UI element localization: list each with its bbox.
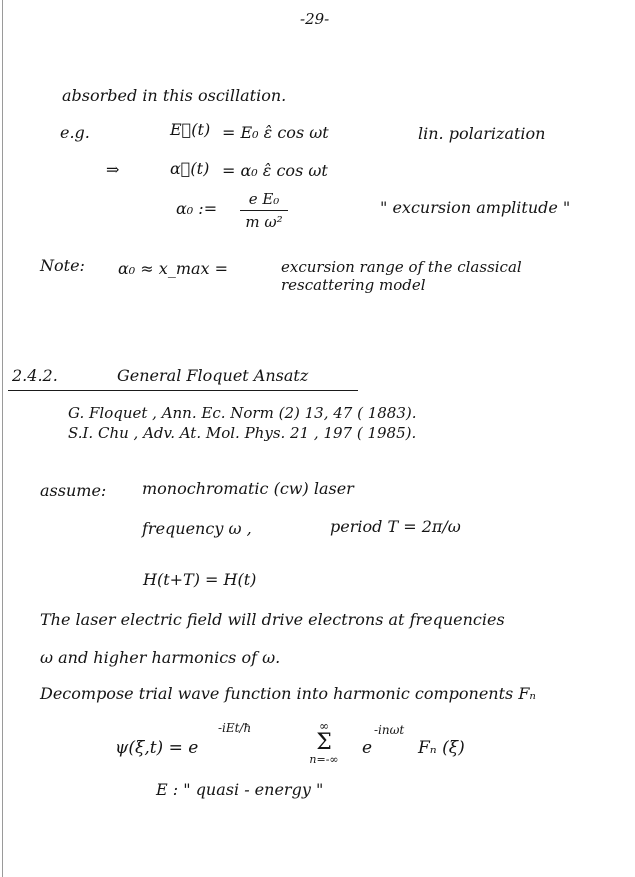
note-line-2: rescattering model xyxy=(281,276,426,294)
implies-arrow: ⇒ xyxy=(106,160,120,179)
reference-1: G. Floquet , Ann. Ec. Norm (2) 13, 47 ( 1883). xyxy=(68,404,417,422)
note-label: Note: xyxy=(40,256,85,275)
intro-line: absorbed in this oscillation. xyxy=(62,86,287,105)
frequency-text: frequency ω , xyxy=(142,519,252,538)
sum-lower-limit: n=-∞ xyxy=(309,753,339,766)
page-number: -29- xyxy=(300,10,330,28)
formula-exponent-1: -iEt/ħ xyxy=(218,721,252,735)
alpha0-denominator: m ω² xyxy=(245,213,283,231)
section-underline xyxy=(8,390,358,391)
note-line-1: excursion range of the classical xyxy=(281,258,522,276)
fraction-bar xyxy=(240,210,288,211)
eg-label: e.g. xyxy=(60,123,90,142)
formula-lhs: ψ(ξ,t) = e xyxy=(115,738,199,758)
assume-line-1: monochromatic (cw) laser xyxy=(142,479,354,498)
formula-rhs: Fₙ (ξ) xyxy=(418,738,465,758)
section-number: 2.4.2. xyxy=(12,366,58,385)
body-line-2: ω and higher harmonics of ω. xyxy=(40,648,281,667)
periodic-hamiltonian: H(t+T) = H(t) xyxy=(143,570,257,589)
field-rhs: = E₀ ε̂ cos ωt xyxy=(222,123,329,142)
section-title: General Floquet Ansatz xyxy=(117,366,309,385)
field-polarization-note: lin. polarization xyxy=(418,124,546,143)
alpha-lhs: α⃗(t) xyxy=(170,159,210,178)
summation xyxy=(304,720,344,765)
alpha0-numerator: e E₀ xyxy=(248,190,280,208)
reference-2: S.I. Chu , Adv. At. Mol. Phys. 21 , 197 ( 1985). xyxy=(68,424,417,442)
note-relation: α₀ ≈ x_max = xyxy=(118,259,229,278)
formula-e: e xyxy=(362,738,373,758)
formula-exponent-2: -inωt xyxy=(374,723,405,737)
quasi-energy-definition: E : " quasi - energy " xyxy=(156,780,324,799)
alpha0-lhs: α₀ := xyxy=(176,199,218,218)
assume-label: assume: xyxy=(40,481,107,500)
alpha0-fraction xyxy=(240,190,288,231)
excursion-amplitude-note: " excursion amplitude " xyxy=(380,198,571,217)
sum-sign: Σ xyxy=(316,730,332,755)
alpha-rhs: = α₀ ε̂ cos ωt xyxy=(222,161,328,180)
period-text: period T = 2π/ω xyxy=(330,517,461,536)
page-edge-line xyxy=(2,0,3,877)
body-line-1: The laser electric field will drive electrons at frequencies xyxy=(40,610,505,629)
field-lhs: E⃗(t) xyxy=(170,120,211,139)
body-line-3: Decompose trial wave function into harmonic components Fₙ xyxy=(40,684,536,703)
sum-upper-limit: ∞ xyxy=(319,719,329,733)
